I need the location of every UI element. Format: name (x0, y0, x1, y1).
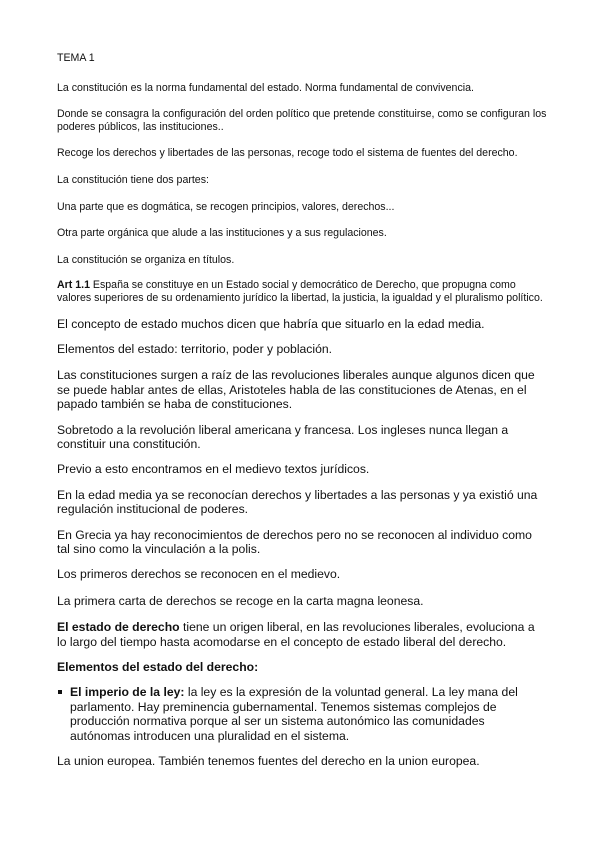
estado-derecho-paragraph (57, 620, 547, 649)
large-text-section (57, 317, 547, 769)
article-label: Art 1.1 (57, 279, 90, 292)
estado-derecho-label: El estado de derecho (57, 620, 180, 635)
document-page (57, 52, 547, 768)
bullet-icon (58, 690, 62, 694)
paragraph: El concepto de estado muchos dicen que habría que situarlo en la edad media. (57, 316, 485, 331)
bullet-text: la ley es la expresión de la voluntad general. La ley mana del parlamento. Hay preminencia gubernamental. Tenemos sistemas complejos de producción normativa porque al ser un sistema autonómico las comunidades autónomas introducen una pluralidad en el sistema. (70, 685, 518, 743)
paragraph: La constitución se organiza en títulos. (57, 253, 235, 266)
paragraph: Otra parte orgánica que alude a las instituciones y a sus regulaciones. (57, 227, 387, 240)
paragraph: Los primeros derechos se reconocen en el medievo. (57, 567, 341, 582)
paragraph: La union europea. También tenemos fuentes del derecho en la union europea. (57, 754, 480, 769)
article-text: España se constituye en un Estado social y democrático de Derecho, que propugna como valores superiores de su ordenamiento jurídico la libertad, la justicia, la igualdad y el pluralismo político. (57, 279, 543, 304)
section-heading-text: Elementos del estado del derecho: (57, 660, 259, 675)
paragraph: Donde se consagra la configuración del orden político que pretende constituirse, como se configuran los poderes públicos, las instituciones.. (57, 108, 547, 133)
section-heading (57, 660, 547, 674)
paragraph: En Grecia ya hay reconocimientos de derechos pero no se reconocen al individuo como tal sino como la vinculación a la polis. (57, 527, 532, 556)
paragraph: Elementos del estado: territorio, poder y población. (57, 341, 333, 356)
paragraph: La constitución es la norma fundamental del estado. Norma fundamental de convivencia. (57, 81, 474, 94)
small-text-section (57, 52, 547, 305)
paragraph: Las constituciones surgen a raíz de las revoluciones liberales aunque algunos dicen que se puede hablar antes de ellas, Aristoteles habla de las constituciones de Atenas, en el papado también se haba de constituciones. (57, 368, 535, 412)
paragraph: Recoge los derechos y libertades de las personas, recoge todo el sistema de fuentes del derecho. (57, 147, 518, 160)
paragraph: Una parte que es dogmática, se recogen principios, valores, derechos... (57, 200, 395, 213)
paragraph: Sobretodo a la revolución liberal americana y francesa. Los ingleses nunca llegan a constituir una constitución. (57, 422, 509, 451)
paragraph: Previo a esto encontramos en el medievo textos jurídicos. (57, 462, 370, 477)
estado-derecho-text: tiene un origen liberal, en las revoluciones liberales, evoluciona a lo largo del tiempo hasta acomodarse en el concepto de estado liberal del derecho. (57, 620, 535, 649)
paragraph: La primera carta de derechos se recoge en la carta magna leonesa. (57, 593, 424, 608)
paragraph: En la edad media ya se reconocían derechos y libertades a las personas y ya existió una regulación institucional de poderes. (57, 487, 538, 517)
document-title: TEMA 1 (57, 52, 95, 64)
bullet-item (57, 685, 547, 743)
paragraph: La constitución tiene dos partes: (57, 173, 209, 186)
bullet-label: El imperio de la ley: (70, 685, 185, 700)
article-paragraph (57, 279, 547, 304)
